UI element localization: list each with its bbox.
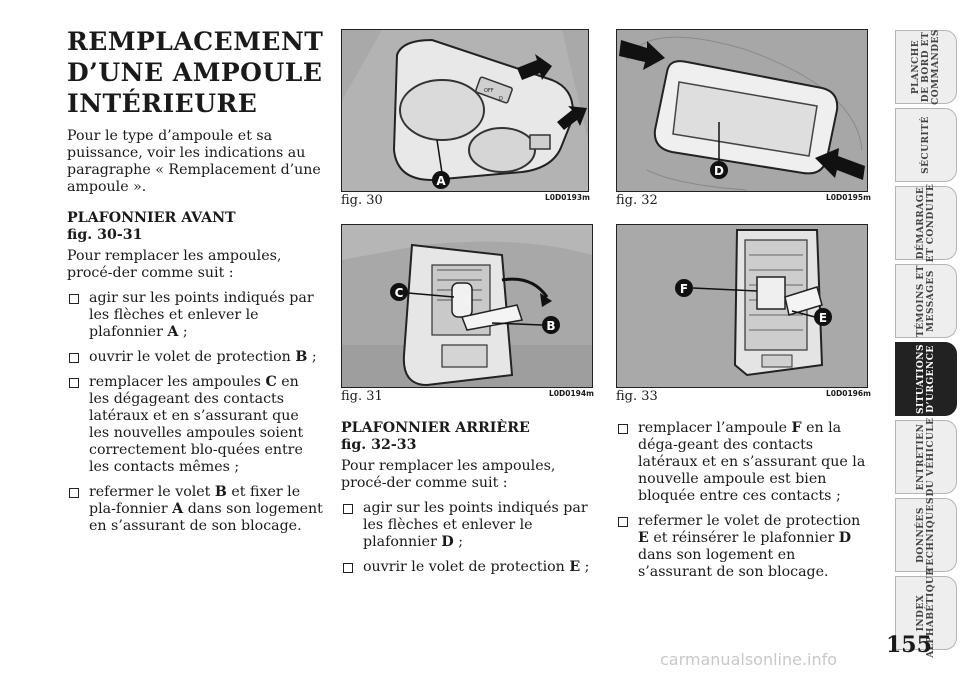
tab-temoins[interactable]: TÉMOINS ET MESSAGES	[895, 264, 957, 338]
page-title: REMPLACEMENT D’UNE AMPOULE INTÉRIEURE	[67, 27, 324, 118]
tab-planche-de-bord[interactable]: PLANCHE DE BORD ET COMMANDES	[895, 30, 957, 104]
tab-demarrage[interactable]: DÉMARRAGE ET CONDUITE	[895, 186, 957, 260]
fig-30-caption: fig. 30	[341, 193, 383, 208]
plafonnier-rear-illustration	[617, 30, 867, 191]
tab-situations-urgence[interactable]: SITUATIONS D’URGENCE	[895, 342, 957, 416]
list-item: refermer le volet B et fixer le pla-fonnier A dans son logement en s’assurant de son blocage.	[67, 484, 323, 535]
callout-e-label: E	[818, 311, 828, 325]
intro-text: Pour le type d’ampoule et sa puissance, voir les indications au paragraphe « Remplacement d’une ampoule ».	[67, 128, 321, 195]
plafonnier-front-illustration	[342, 30, 588, 191]
figure-30	[341, 29, 589, 192]
list-item: remplacer l’ampoule F en la déga-geant des contacts latéraux et en s’assurant que la nouvelle ampoule est bien bloquée entre ces contacts ;	[616, 420, 868, 505]
fig-32-code: L0D0195m	[826, 193, 871, 202]
front-figref: fig. 30-31	[67, 227, 143, 243]
plafonnier-front-open-illustration	[342, 225, 592, 387]
front-steps	[67, 290, 323, 535]
figure-32	[616, 29, 868, 192]
middle-column	[341, 420, 591, 584]
right-steps	[616, 420, 868, 581]
list-item: refermer le volet de protection E et réinsérer le plafonnier D dans son logement en s’assurant de son blocage.	[616, 513, 868, 581]
list-item: remplacer les ampoules C en les dégageant des contacts latéraux et en s’assurant que les nouvelles ampoules soient correctement blo-quées entre les contacts mêmes ;	[67, 374, 323, 476]
watermark: carmanualsonline.info	[660, 650, 838, 669]
fig-33-code: L0D0196m	[826, 389, 871, 398]
callout-d-label: D	[714, 164, 724, 178]
callout-a-label: A	[436, 174, 446, 188]
list-item: agir sur les points indiqués par les flèches et enlever le plafonnier A ;	[67, 290, 323, 341]
plafonnier-rear-open-illustration	[617, 225, 867, 387]
front-lead: Pour remplacer les ampoules, procé-der comme suit :	[67, 248, 282, 281]
callout-f-label: F	[679, 282, 689, 296]
fig-30-code: L0D0193m	[545, 193, 590, 202]
fig-31-caption: fig. 31	[341, 389, 383, 404]
callout-c-label: C	[394, 286, 404, 300]
page-number: 155	[886, 632, 932, 658]
list-item: ouvrir le volet de protection E ;	[341, 559, 591, 576]
rear-figref: fig. 32-33	[341, 437, 417, 453]
figure-33	[616, 224, 868, 388]
rear-steps	[341, 500, 591, 576]
list-item: agir sur les points indiqués par les flèches et enlever le plafonnier D ;	[341, 500, 591, 551]
switch-d-label: D	[499, 96, 503, 102]
rear-lead: Pour remplacer les ampoules, procé-der comme suit :	[341, 458, 556, 491]
fig-33-caption: fig. 33	[616, 389, 658, 404]
tab-donnees[interactable]: DONNÉES TECHNIQUES	[895, 498, 957, 572]
tab-entretien[interactable]: ENTRETIEN DU VÉHICULE	[895, 420, 957, 494]
fig-31-code: L0D0194m	[549, 389, 594, 398]
rear-heading: PLAFONNIER ARRIÈRE	[341, 420, 530, 436]
tab-index[interactable]: INDEX ALPHABÉTIQUE	[895, 576, 957, 650]
list-item: ouvrir le volet de protection B ;	[67, 349, 323, 366]
right-column	[616, 420, 868, 589]
figure-31	[341, 224, 593, 388]
callout-b-label: B	[546, 319, 556, 333]
front-heading: PLAFONNIER AVANT	[67, 210, 236, 226]
left-column	[67, 128, 323, 543]
tab-securite[interactable]: SÉCURITÉ	[895, 108, 957, 182]
fig-32-caption: fig. 32	[616, 193, 658, 208]
switch-off-label: OFF	[484, 88, 494, 94]
